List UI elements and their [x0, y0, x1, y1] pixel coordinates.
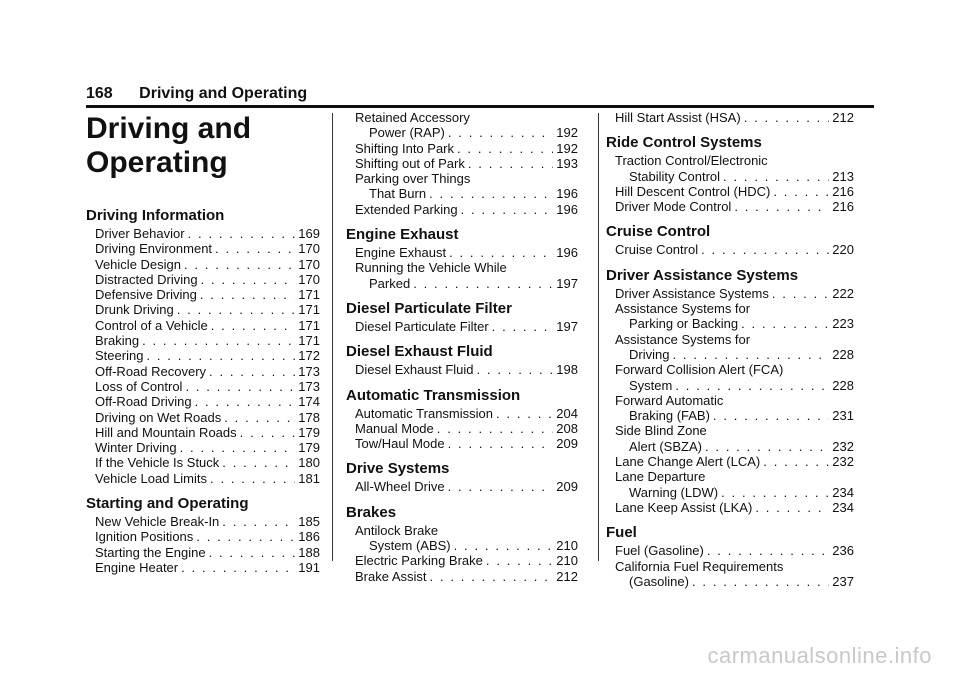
toc-entry-title: If the Vehicle Is Stuck: [95, 455, 220, 471]
dot-leader: [240, 425, 296, 440]
toc-entry-page: 212: [832, 110, 854, 125]
toc-entry-title: Brake Assist: [355, 568, 427, 584]
toc-entry-title: Antilock Brake: [355, 522, 439, 538]
toc-entry-title: Side Blind Zone: [615, 423, 707, 439]
toc-entry-page: 234: [832, 484, 854, 500]
dot-leader: [496, 406, 553, 421]
toc-entry-title: Cruise Control: [615, 242, 699, 258]
dot-leader: [672, 347, 829, 362]
toc-entry[interactable]: [86, 514, 320, 529]
dot-leader: [723, 169, 829, 184]
toc-entry[interactable]: [86, 560, 320, 575]
dot-leader: [185, 379, 295, 394]
toc-entry-title: Lane Keep Assist (LKA): [615, 499, 753, 515]
toc-entry-title: Ignition Positions: [95, 529, 194, 545]
toc-entry[interactable]: [346, 245, 578, 260]
section-heading-engine-exhaust: Engine Exhaust: [346, 226, 459, 244]
toc-entry[interactable]: [346, 202, 578, 217]
page-header-title: Driving and Operating: [139, 85, 308, 102]
toc-entry-title: Tow/Haul Mode: [355, 436, 445, 452]
page-number: 168: [86, 85, 113, 102]
toc-entry[interactable]: [346, 523, 578, 554]
toc-entry-title: Off-Road Driving: [95, 394, 192, 410]
dot-leader: [177, 302, 296, 317]
toc-entry-page: 228: [832, 346, 854, 362]
toc-entry-page: 216: [832, 183, 854, 199]
dot-leader: [188, 226, 296, 241]
dot-leader: [209, 364, 295, 379]
toc-entry[interactable]: [86, 272, 320, 287]
dot-leader: [224, 410, 295, 425]
toc-entry[interactable]: [86, 379, 320, 394]
toc-entry-page: 171: [298, 287, 320, 303]
toc-entry[interactable]: [86, 348, 320, 363]
toc-entry-page: 169: [298, 226, 320, 241]
header-rule: [86, 105, 874, 108]
dot-leader: [755, 500, 829, 515]
toc-entry-title: Vehicle Design: [95, 256, 181, 272]
toc-entry-title: Extended Parking: [355, 201, 458, 217]
dot-leader: [222, 514, 295, 529]
section-heading-diesel-exhaust-fluid: Diesel Exhaust Fluid: [346, 343, 493, 361]
dot-leader: [454, 538, 554, 553]
toc-entry-title: Engine Heater: [95, 559, 179, 575]
toc-entry-title: Shifting out of Park: [355, 155, 465, 171]
toc-entry-page: 181: [298, 470, 320, 486]
toc-entry-page: 171: [298, 333, 320, 349]
toc-entry[interactable]: [606, 423, 854, 454]
toc-entry[interactable]: [346, 141, 578, 156]
chapter-title-line: Operating: [86, 146, 228, 179]
column-divider-1: [332, 113, 333, 561]
dot-leader: [477, 362, 554, 377]
toc-entry-page: 188: [298, 544, 320, 560]
toc-entry-title: Winter Driving: [95, 440, 177, 456]
toc-entry-title: Forward Automatic: [615, 392, 724, 408]
toc-entry-title: Drunk Driving: [95, 302, 174, 318]
toc-entry-page: 216: [832, 199, 854, 215]
toc-entry-title: Shifting Into Park: [355, 140, 454, 156]
toc-entry-page: 228: [832, 377, 854, 393]
toc-entry[interactable]: [86, 410, 320, 425]
toc-entry-page: 171: [298, 302, 320, 318]
dot-leader: [196, 529, 295, 544]
toc-entry-title: Forward Collision Alert (FCA): [615, 362, 784, 378]
dot-leader: [448, 479, 554, 494]
toc-entry-page: 220: [832, 242, 854, 258]
toc-entry-page: 193: [556, 155, 578, 171]
dot-leader: [181, 560, 295, 575]
toc-entry[interactable]: [606, 362, 854, 393]
toc-entry-page: 231: [832, 408, 854, 424]
toc-entry[interactable]: [86, 455, 320, 470]
toc-entry-page: 172: [298, 348, 320, 364]
dot-leader: [734, 199, 829, 214]
toc-entry-title: Driver Assistance Systems: [615, 285, 769, 301]
dot-leader: [211, 318, 296, 333]
toc-entry[interactable]: [346, 110, 578, 141]
toc-entry-page: 196: [556, 201, 578, 217]
dot-leader: [180, 440, 296, 455]
section-heading-driving-information: Driving Information: [86, 207, 225, 224]
toc-entry-title: System (ABS): [369, 538, 451, 554]
toc-entry[interactable]: [346, 260, 578, 291]
dot-leader: [486, 553, 553, 568]
toc-entry-page: 210: [556, 553, 578, 569]
section-heading-diesel-particulate-filter: Diesel Particulate Filter: [346, 299, 512, 317]
toc-entry-page: 171: [298, 317, 320, 333]
toc-entry[interactable]: [346, 569, 578, 584]
toc-entry-title: Stability Control: [629, 168, 721, 184]
toc-entry-page: 180: [298, 455, 320, 471]
chapter-title-line: Driving and: [86, 112, 252, 145]
watermark: carmanualsonline.info: [707, 643, 932, 668]
toc-entry[interactable]: [346, 436, 578, 451]
toc-entry[interactable]: [606, 454, 854, 469]
dot-leader: [200, 287, 295, 302]
dot-leader: [707, 543, 829, 558]
toc-entry[interactable]: [606, 184, 854, 199]
toc-entry-title: Driving: [629, 346, 670, 362]
toc-entry-page: 213: [832, 168, 854, 184]
toc-entry-page: 170: [298, 271, 320, 287]
section-heading-cruise-control: Cruise Control: [606, 223, 711, 241]
toc-entry-title: Loss of Control: [95, 378, 183, 394]
toc-entry-page: 209: [556, 436, 578, 452]
section-heading-drive-systems: Drive Systems: [346, 460, 450, 478]
dot-leader: [713, 408, 829, 423]
toc-entry-title: Steering: [95, 348, 144, 364]
toc-column-2: [346, 110, 578, 584]
section-heading-ride-control-systems: Ride Control Systems: [606, 134, 762, 152]
dot-leader: [701, 242, 829, 257]
toc-entry-title: Defensive Driving: [95, 287, 197, 303]
toc-entry-title: All-Wheel Drive: [355, 479, 445, 495]
chapter-title: [86, 112, 320, 180]
toc-entry-page: 186: [298, 529, 320, 545]
dot-leader: [692, 574, 829, 589]
toc-entry-title: Parking or Backing: [629, 316, 739, 332]
column-divider-2: [598, 113, 599, 561]
toc-entry[interactable]: [606, 110, 854, 125]
toc-entry-title: Alert (SBZA): [629, 438, 702, 454]
dot-leader: [773, 184, 829, 199]
toc-entry-title: Power (RAP): [369, 125, 445, 141]
dot-leader: [468, 156, 553, 171]
dot-leader: [142, 333, 295, 348]
dot-leader: [430, 569, 554, 584]
dot-leader: [146, 348, 295, 363]
toc-entry-page: 232: [832, 454, 854, 470]
toc-entry-title: Parking over Things: [355, 171, 471, 187]
section-heading-brakes: Brakes: [346, 503, 397, 521]
toc-entry[interactable]: [346, 362, 578, 377]
toc-entry-title: Diesel Particulate Filter: [355, 318, 489, 334]
dot-leader: [413, 276, 553, 291]
toc-entry-page: 234: [832, 499, 854, 515]
toc-entry[interactable]: [606, 242, 854, 257]
page-header: [86, 84, 886, 104]
toc-entry-title: Driver Mode Control: [615, 199, 732, 215]
toc-entry-page: 210: [556, 538, 578, 554]
toc-entry-title: Lane Departure: [615, 469, 706, 485]
toc-entry-page: 204: [556, 405, 578, 421]
toc-entry-page: 185: [298, 514, 320, 530]
toc-entry-page: 223: [832, 316, 854, 332]
toc-entry[interactable]: [86, 364, 320, 379]
toc-entry[interactable]: [346, 406, 578, 421]
toc-entry-page: 212: [556, 568, 578, 584]
toc-entry-title: (Gasoline): [629, 573, 689, 589]
dot-leader: [429, 186, 553, 201]
toc-entry[interactable]: [86, 425, 320, 440]
toc-entry-title: Distracted Driving: [95, 271, 198, 287]
toc-entry[interactable]: [606, 199, 854, 214]
section-heading-fuel: Fuel: [606, 524, 637, 542]
toc-entry-title: Assistance Systems for: [615, 301, 751, 317]
toc-entry-title: New Vehicle Break-In: [95, 514, 220, 530]
toc-entry-page: 170: [298, 241, 320, 257]
toc-entry-page: 173: [298, 363, 320, 379]
toc-entry-page: 209: [556, 479, 578, 495]
dot-leader: [492, 319, 554, 334]
section-heading-driver-assistance-systems: Driver Assistance Systems: [606, 266, 799, 284]
toc-entry-title: Manual Mode: [355, 420, 434, 436]
toc-entry-title: California Fuel Requirements: [615, 558, 784, 574]
toc-entry-page: 198: [556, 362, 578, 378]
toc-entry-title: Starting the Engine: [95, 544, 206, 560]
dot-leader: [457, 141, 553, 156]
dot-leader: [437, 421, 554, 436]
dot-leader: [215, 241, 295, 256]
toc-entry[interactable]: [606, 500, 854, 515]
toc-entry-page: 197: [556, 275, 578, 291]
toc-entry-page: 196: [556, 245, 578, 261]
toc-entry-title: Automatic Transmission: [355, 405, 493, 421]
toc-entry-title: Engine Exhaust: [355, 245, 447, 261]
dot-leader: [222, 455, 295, 470]
toc-entry-title: Hill and Mountain Roads: [95, 424, 237, 440]
toc-entry[interactable]: [606, 543, 854, 558]
dot-leader: [721, 485, 829, 500]
section-heading-automatic-transmission: Automatic Transmission: [346, 386, 521, 404]
toc-entry-title: Driver Behavior: [95, 226, 185, 241]
toc-entry-page: 191: [298, 559, 320, 575]
toc-entry-page: 179: [298, 440, 320, 456]
toc-entry[interactable]: [346, 319, 578, 334]
toc-entry-title: Control of a Vehicle: [95, 317, 208, 333]
dot-leader: [744, 110, 830, 125]
toc-entry-title: Vehicle Load Limits: [95, 470, 208, 486]
toc-entry-title: Off-Road Recovery: [95, 363, 207, 379]
toc-entry-title: Parked: [369, 275, 411, 291]
toc-entry-page: 192: [556, 140, 578, 156]
toc-entry-page: 237: [832, 573, 854, 589]
toc-entry-title: Running the Vehicle While: [355, 260, 507, 276]
toc-column-1: [86, 110, 320, 575]
toc-entry-title: Retained Accessory: [355, 110, 470, 125]
dot-leader: [741, 316, 829, 331]
toc-column-3: [606, 110, 854, 589]
toc-entry[interactable]: [606, 301, 854, 332]
toc-entry-title: Fuel (Gasoline): [615, 543, 704, 559]
toc-entry-page: 174: [298, 394, 320, 410]
toc-entry-page: 222: [832, 285, 854, 301]
toc-entry[interactable]: [86, 287, 320, 302]
toc-entry[interactable]: [86, 529, 320, 544]
toc-entry[interactable]: [606, 332, 854, 363]
toc-entry-title: Braking (FAB): [629, 408, 710, 424]
toc-entry-page: 208: [556, 420, 578, 436]
toc-entry[interactable]: [86, 333, 320, 348]
toc-entry-title: Diesel Exhaust Fluid: [355, 362, 474, 378]
toc-entry[interactable]: [346, 171, 578, 202]
toc-entry[interactable]: [346, 156, 578, 171]
toc-entry-title: System: [629, 377, 673, 393]
section-heading-starting-and-operating: Starting and Operating: [86, 495, 249, 513]
toc-entry[interactable]: [606, 153, 854, 184]
toc-entry-page: 232: [832, 438, 854, 454]
toc-entry-page: 192: [556, 125, 578, 141]
toc-entry-title: Electric Parking Brake: [355, 553, 483, 569]
toc-entry-page: 236: [832, 543, 854, 559]
toc-entry[interactable]: [606, 393, 854, 424]
toc-entry-page: 178: [298, 409, 320, 425]
toc-entry[interactable]: [86, 241, 320, 256]
dot-leader: [210, 471, 295, 486]
toc-entry-title: Assistance Systems for: [615, 331, 751, 347]
toc-entry-title: Hill Descent Control (HDC): [615, 183, 771, 199]
dot-leader: [184, 257, 295, 272]
dot-leader: [705, 439, 829, 454]
toc-entry-title: Driving on Wet Roads: [95, 409, 222, 425]
toc-entry[interactable]: [86, 545, 320, 560]
dot-leader: [448, 125, 553, 140]
toc-entry-page: 196: [556, 186, 578, 202]
toc-entry-title: Hill Start Assist (HSA): [615, 110, 741, 125]
dot-leader: [772, 286, 829, 301]
dot-leader: [675, 378, 829, 393]
toc-entry[interactable]: [606, 559, 854, 590]
toc-entry[interactable]: [606, 286, 854, 301]
toc-entry-page: 173: [298, 378, 320, 394]
dot-leader: [763, 454, 829, 469]
dot-leader: [461, 202, 554, 217]
dot-leader: [448, 436, 554, 451]
toc-entry[interactable]: [86, 302, 320, 317]
dot-leader: [201, 272, 296, 287]
toc-entry-title: Braking: [95, 333, 140, 349]
toc-entry[interactable]: [86, 226, 320, 241]
toc-entry-title: Lane Change Alert (LCA): [615, 454, 761, 470]
toc-entry[interactable]: [86, 257, 320, 272]
dot-leader: [209, 545, 296, 560]
toc-entry[interactable]: [86, 394, 320, 409]
toc-entry[interactable]: [606, 469, 854, 500]
toc-entry[interactable]: [86, 471, 320, 486]
toc-entry[interactable]: [346, 421, 578, 436]
toc-entry-title: That Burn: [369, 186, 427, 202]
toc-entry-page: 170: [298, 256, 320, 272]
toc-entry[interactable]: [346, 553, 578, 568]
dot-leader: [449, 245, 553, 260]
dot-leader: [195, 394, 296, 409]
toc-entry-title: Driving Environment: [95, 241, 213, 257]
toc-entry-title: Warning (LDW): [629, 484, 719, 500]
toc-entry[interactable]: [86, 440, 320, 455]
toc-entry-title: Traction Control/Electronic: [615, 153, 768, 169]
toc-entry[interactable]: [86, 318, 320, 333]
toc-entry-page: 197: [556, 318, 578, 334]
toc-entry[interactable]: [346, 479, 578, 494]
toc-entry-page: 179: [298, 424, 320, 440]
